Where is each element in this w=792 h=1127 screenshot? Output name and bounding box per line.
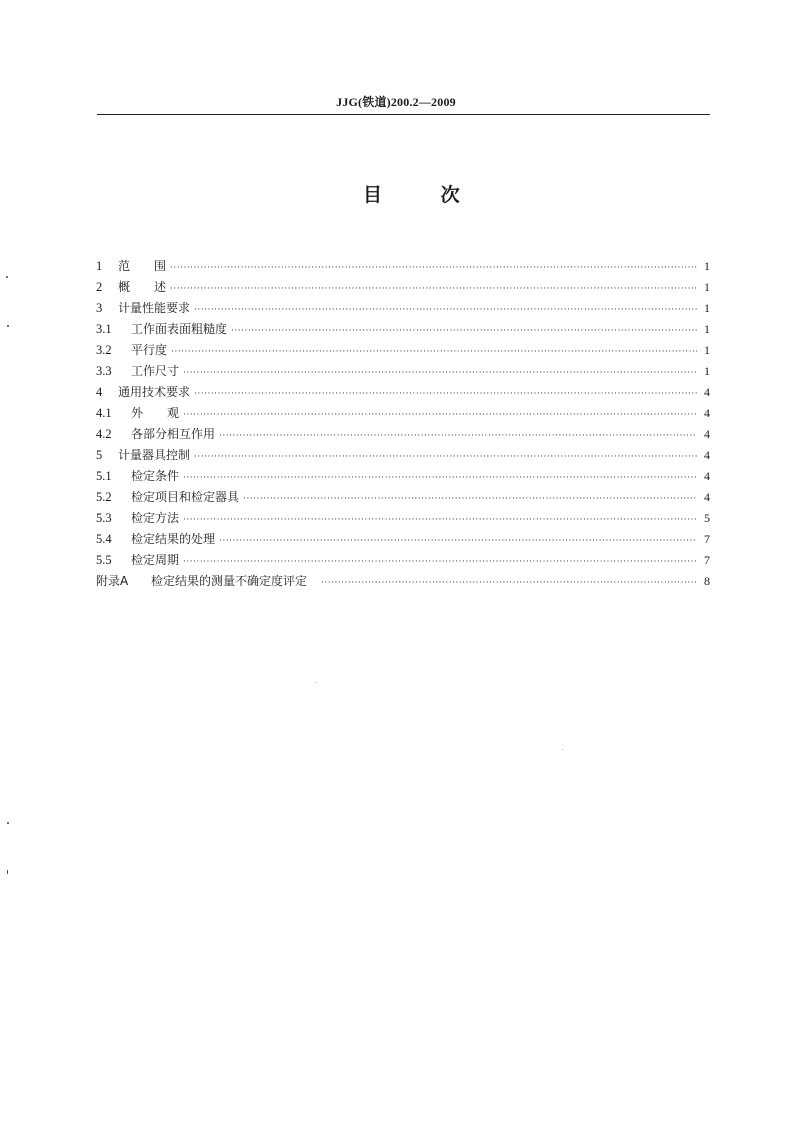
toc-entry-number: 3.2 xyxy=(96,343,112,357)
toc-leader-dots xyxy=(183,363,697,384)
toc-entry-title: 检定结果的处理 xyxy=(131,532,216,546)
toc-entry-number: 5.2 xyxy=(96,490,112,504)
toc-entry-number: 5 xyxy=(96,448,103,462)
toc-entry-number: 5.3 xyxy=(96,511,112,525)
toc-entry-title: 范 围 xyxy=(118,259,167,273)
toc-entry[interactable] xyxy=(96,361,710,382)
toc-entry-number: 5.4 xyxy=(96,532,112,546)
toc-entry-number: 4 xyxy=(96,385,103,399)
toc-leader-dots xyxy=(183,405,697,426)
toc-entry-title: 检定项目和检定器具 xyxy=(131,490,240,504)
toc-leader-dots xyxy=(194,384,697,405)
toc-entry-page: 4 xyxy=(704,406,710,420)
toc-entry-title: 平行度 xyxy=(131,343,168,357)
toc-leader-dots xyxy=(183,468,697,489)
toc-entry-page: 8 xyxy=(704,574,710,588)
toc-entry-number: 4.1 xyxy=(96,406,112,420)
toc-entry-page: 4 xyxy=(704,469,710,483)
toc-entry-page: 1 xyxy=(704,280,710,294)
toc-entry-page: 7 xyxy=(704,532,710,546)
toc-leader-dots xyxy=(170,258,697,279)
toc-entry-page: 1 xyxy=(704,364,710,378)
toc-entry-page: 4 xyxy=(704,490,710,504)
toc-entry-title: 外 观 xyxy=(131,406,180,420)
toc-entry[interactable] xyxy=(96,382,710,403)
toc-entry[interactable] xyxy=(96,445,710,466)
toc-entry-number: 附录A xyxy=(96,574,129,588)
scan-speck xyxy=(316,682,317,683)
standard-code-header: JJG(铁道)200.2—2009 xyxy=(336,95,456,109)
scan-speck xyxy=(6,276,8,278)
toc-entry-number: 1 xyxy=(96,259,103,273)
toc-entry[interactable] xyxy=(96,256,710,277)
toc-entry-title: 各部分相互作用 xyxy=(131,427,216,441)
toc-entry[interactable] xyxy=(96,466,710,487)
toc-leader-dots xyxy=(194,447,697,468)
toc-entry-title: 概 述 xyxy=(118,280,167,294)
toc-entry[interactable] xyxy=(96,487,710,508)
toc-entry[interactable] xyxy=(96,550,710,571)
toc-entry-number: 3.1 xyxy=(96,322,112,336)
toc-leader-dots xyxy=(183,552,697,573)
toc-entry-number: 4.2 xyxy=(96,427,112,441)
toc-entry-page: 4 xyxy=(704,448,710,462)
toc-entry-number: 3 xyxy=(96,301,103,315)
toc-leader-dots xyxy=(194,300,697,321)
toc-entry-number: 5.5 xyxy=(96,553,112,567)
toc-entry-page: 1 xyxy=(704,301,710,315)
toc-entry[interactable] xyxy=(96,319,710,340)
toc-leader-dots xyxy=(321,573,697,594)
header-rule xyxy=(97,114,710,115)
toc-entry-page: 7 xyxy=(704,553,710,567)
scan-speck xyxy=(7,325,9,327)
toc-entry-page: 4 xyxy=(704,427,710,441)
toc-entry-title: 检定方法 xyxy=(131,511,180,525)
toc-entry[interactable] xyxy=(96,403,710,424)
toc-leader-dots xyxy=(243,489,697,510)
toc-entry-title: 工作面表面粗糙度 xyxy=(131,322,228,336)
scan-speck xyxy=(7,822,9,824)
toc-entry-title: 检定周期 xyxy=(131,553,180,567)
toc-entry-number: 3.3 xyxy=(96,364,112,378)
page-title: 目 次 xyxy=(363,184,486,206)
toc-entry-title: 检定结果的测量不确定度评定 xyxy=(151,574,308,588)
toc-leader-dots xyxy=(219,426,697,447)
toc-leader-dots xyxy=(231,321,697,342)
toc-entry-page: 1 xyxy=(704,343,710,357)
toc-entry[interactable] xyxy=(96,424,710,445)
toc-entry-page: 4 xyxy=(704,385,710,399)
toc-entry-title: 通用技术要求 xyxy=(118,385,191,399)
toc-entry[interactable] xyxy=(96,277,710,298)
toc-entry[interactable] xyxy=(96,340,710,361)
toc-entry-page: 5 xyxy=(704,511,710,525)
toc-entry-title: 工作尺寸 xyxy=(131,364,180,378)
scan-speck xyxy=(7,870,8,874)
toc-entry[interactable] xyxy=(96,298,710,319)
toc-entry[interactable] xyxy=(96,529,710,550)
toc-entry[interactable] xyxy=(96,508,710,529)
toc-leader-dots xyxy=(170,279,697,300)
toc-entry-title: 计量器具控制 xyxy=(118,448,191,462)
toc-entry-appendix[interactable] xyxy=(96,571,710,592)
toc-leader-dots xyxy=(183,510,697,531)
toc-leader-dots xyxy=(171,342,697,363)
table-of-contents xyxy=(96,256,710,592)
toc-entry-page: 1 xyxy=(704,322,710,336)
toc-entry-page: 1 xyxy=(704,259,710,273)
toc-entry-title: 检定条件 xyxy=(131,469,180,483)
toc-leader-dots xyxy=(219,531,697,552)
toc-entry-number: 2 xyxy=(96,280,103,294)
toc-entry-title: 计量性能要求 xyxy=(118,301,191,315)
toc-entry-number: 5.1 xyxy=(96,469,112,483)
scan-speck xyxy=(562,749,563,750)
